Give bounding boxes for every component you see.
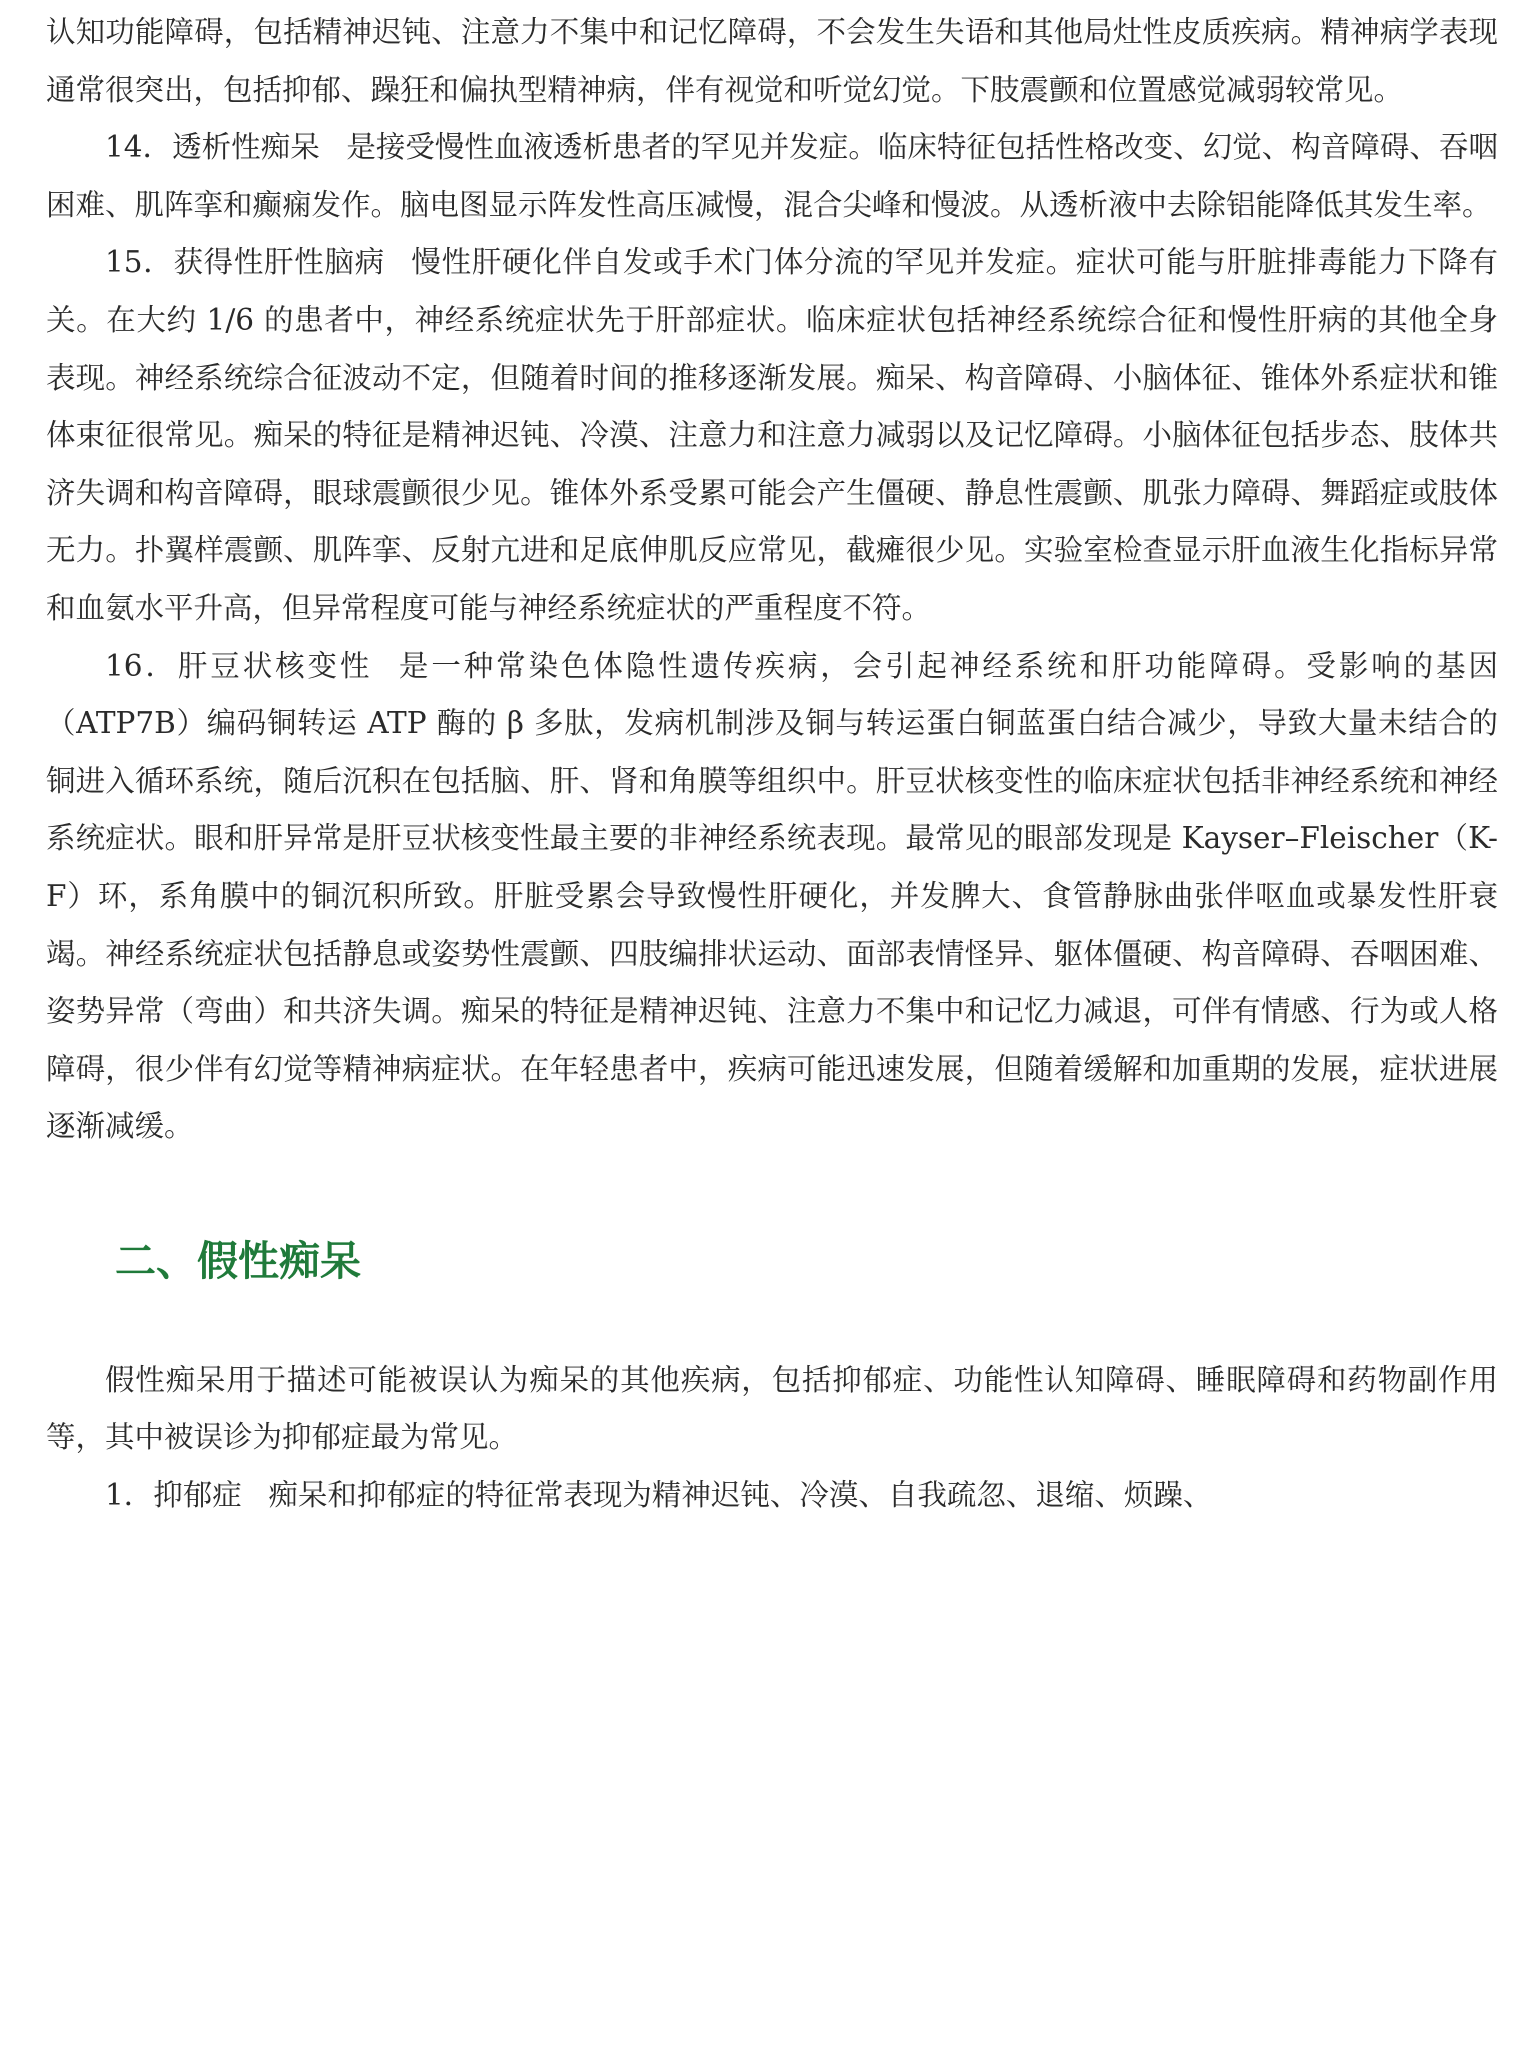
paragraph-text: 是接受慢性血液透析患者的罕见并发症。临床特征包括性格改变、幻觉、构音障碍、吞咽困难、肌阵挛和癫痫发作。脑电图显示阵发性高压减慢，混合尖峰和慢波。从透析液中去除铝能降低其发生率。 bbox=[46, 130, 1498, 222]
paragraph-continued bbox=[46, 4, 1498, 119]
document-page bbox=[46, 4, 1498, 1525]
item-number: 15． bbox=[105, 245, 174, 280]
paragraph-text: 认知功能障碍，包括精神迟钝、注意力不集中和记忆障碍，不会发生失语和其他局灶性皮质疾病。精神病学表现通常很突出，包括抑郁、躁狂和偏执型精神病，伴有视觉和听觉幻觉。下肢震颤和位置感觉减弱较常见。 bbox=[46, 15, 1498, 107]
paragraph-item-14 bbox=[46, 119, 1498, 234]
item-number: 1． bbox=[105, 1478, 154, 1513]
paragraph-item-1 bbox=[46, 1467, 1498, 1525]
item-term: 透析性痴呆 bbox=[172, 130, 320, 165]
item-term: 抑郁症 bbox=[153, 1478, 242, 1513]
paragraph-intro bbox=[46, 1352, 1498, 1467]
paragraph-text: 慢性肝硬化伴自发或手术门体分流的罕见并发症。症状可能与肝脏排毒能力下降有关。在大约 1/6 的患者中，神经系统症状先于肝部症状。临床症状包括神经系统综合征和慢性肝病的其他全身表现。神经系统综合征波动不定，但随着时间的推移逐渐发展。痴呆、构音障碍、小脑体征、锥体外系症状和锥体束征很常见。痴呆的特征是精神迟钝、冷漠、注意力和注意力减弱以及记忆障碍。小脑体征包括步态、肢体共济失调和构音障碍，眼球震颤很少见。锥体外系受累可能会产生僵硬、静息性震颤、肌张力障碍、舞蹈症或肢体无力。扑翼样震颤、肌阵挛、反射亢进和足底伸肌反应常见，截瘫很少见。实验室检查显示肝血液生化指标异常和血氨水平升高，但异常程度可能与神经系统症状的严重程度不符。 bbox=[46, 245, 1498, 625]
paragraph-item-16 bbox=[46, 638, 1498, 1156]
item-number: 14． bbox=[105, 130, 173, 165]
item-term: 获得性肝性脑病 bbox=[173, 245, 385, 280]
paragraph-item-15 bbox=[46, 234, 1498, 637]
item-term: 肝豆状核变性 bbox=[177, 648, 373, 683]
section-heading: 二、假性痴呆 bbox=[115, 1236, 361, 1285]
paragraph-text: 假性痴呆用于描述可能被误认为痴呆的其他疾病，包括抑郁症、功能性认知障碍、睡眠障碍和药物副作用等，其中被误诊为抑郁症最为常见。 bbox=[46, 1362, 1498, 1455]
paragraph-text: 是一种常染色体隐性遗传疾病，会引起神经系统和肝功能障碍。受影响的基因（ATP7B）编码铜转运 ATP 酶的 β 多肽，发病机制涉及铜与转运蛋白铜蓝蛋白结合减少，导致大量未结合的铜进入循环系统，随后沉积在包括脑、肝、肾和角膜等组织中。肝豆状核变性的临床症状包括非神经系统和神经系统症状。眼和肝异常是肝豆状核变性最主要的非神经系统表现。最常见的眼部发现是 Kayser–Fleischer（K-F）环，系角膜中的铜沉积所致。肝脏受累会导致慢性肝硬化，并发脾大、食管静脉曲张伴呕血或暴发性肝衰竭。神经系统症状包括静息或姿势性震颤、四肢编排状运动、面部表情怪异、躯体僵硬、构音障碍、吞咽困难、姿势异常（弯曲）和共济失调。痴呆的特征是精神迟钝、注意力不集中和记忆力减退，可伴有情感、行为或人格障碍，很少伴有幻觉等精神病症状。在年轻患者中，疾病可能迅速发展，但随着缓解和加重期的发展，症状进展逐渐减缓。 bbox=[46, 648, 1498, 1144]
paragraph-text: 痴呆和抑郁症的特征常表现为精神迟钝、冷漠、自我疏忽、退缩、烦躁、 bbox=[268, 1478, 1213, 1513]
item-number: 16． bbox=[105, 648, 178, 683]
